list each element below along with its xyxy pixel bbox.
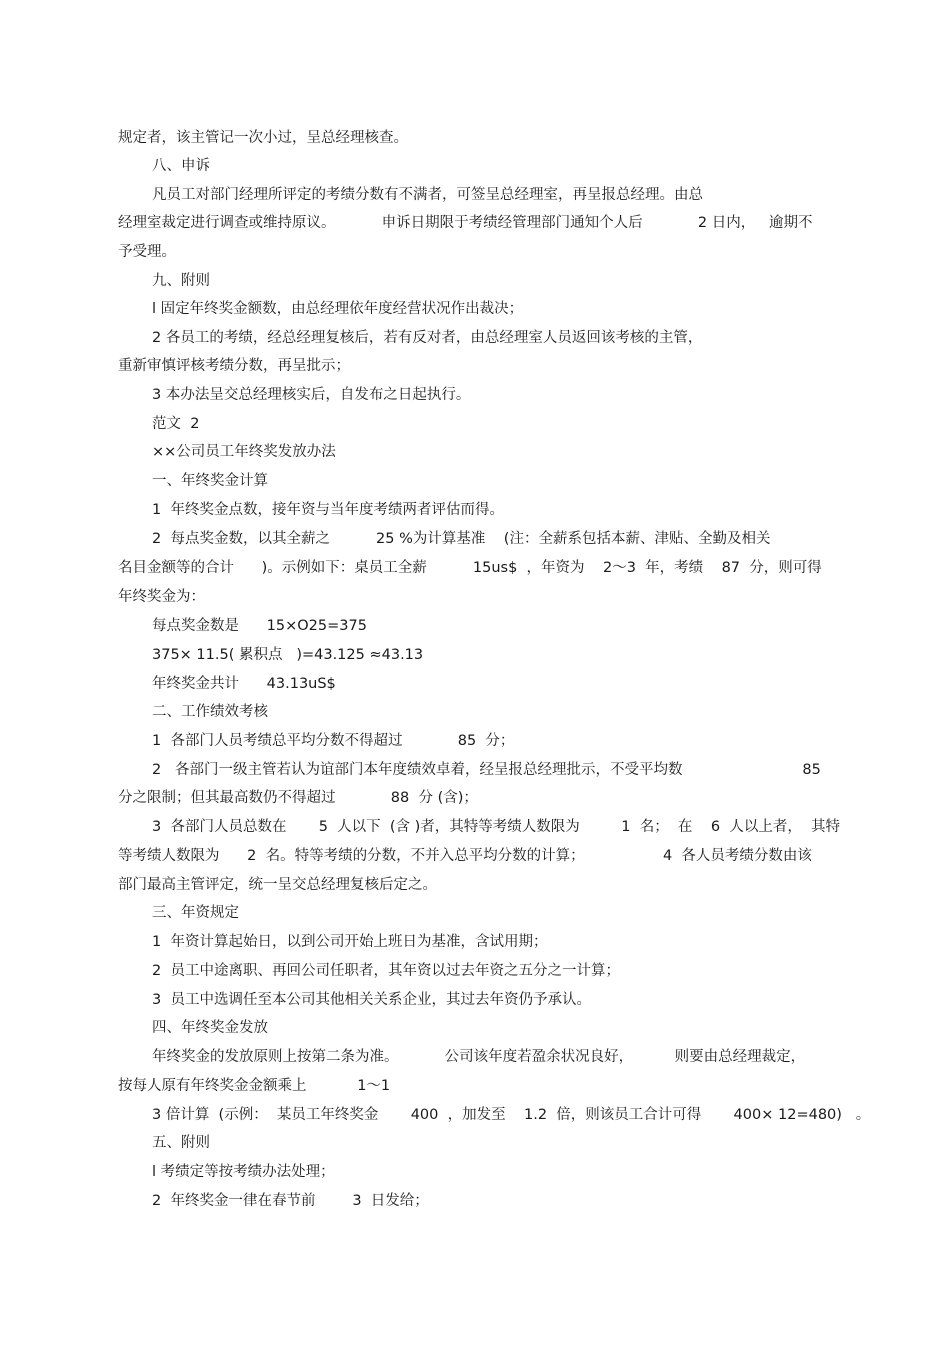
text-line: 年终奖金为： — [118, 589, 205, 605]
text-line: 3 各部门人员总数在 5 人以下 (含 )者，其特等考绩人数限为 1 名； 在 6 人以上者， 其特 — [152, 819, 841, 835]
text-line: 年终奖金的发放原则上按第二条为准。 公司该年度若盈余状况良好， 则要由总经理裁定， — [152, 1049, 806, 1065]
text-line: 1 年资计算起始日，以到公司开始上班日为基准，含试用期； — [152, 934, 548, 950]
text-line: 按每人原有年终奖金金额乘上 1～1 — [118, 1078, 391, 1094]
text-line: 部门最高主管评定，统一呈交总经理复核后定之。 — [118, 877, 437, 893]
section-heading: 四、年终奖金发放 — [152, 1020, 268, 1036]
text-line: 3 本办法呈交总经理核实后，自发布之日起执行。 — [152, 387, 471, 403]
text-line: 名目金额等的合计 )。示例如下：桌员工全薪 15us$ ，年资为 2～3 年，考绩 87 分，则可得 — [118, 560, 822, 576]
text-line: 1 年终奖金点数，接年资与当年度考绩两者评估而得。 — [152, 502, 504, 518]
text-line: l 固定年终奖金额数，由总经理依年度经营状况作出裁决； — [152, 301, 524, 317]
section-heading: 三、年资规定 — [152, 905, 239, 921]
text-line: l 考绩定等按考绩办法处理； — [152, 1164, 335, 1180]
text-line: 3 倍计算 (示例： 某员工年终奖金 400 ，加发至 1.2 倍，则该员工合计可得 400× 12=480) 。 — [152, 1107, 871, 1123]
text-line: 等考绩人数限为 2 名。特等考绩的分数，不并入总平均分数的计算； 4 各人员考绩分数由该 — [118, 848, 812, 864]
text-line: 每点奖金数是 15×O25=375 — [152, 618, 367, 634]
text-line: 规定者，该主管记一次小过，呈总经理核查。 — [118, 130, 408, 146]
section-heading: 八、申诉 — [152, 158, 210, 174]
section-heading: 一、年终奖金计算 — [152, 473, 268, 489]
text-line: 凡员工对部门经理所评定的考绩分数有不满者，可签呈总经理室，再呈报总经理。由总 — [152, 187, 703, 203]
section-heading: 二、工作绩效考核 — [152, 704, 268, 720]
text-line: 3 员工中选调任至本公司其他相关关系企业，其过去年资仍予承认。 — [152, 992, 591, 1008]
section-heading: 九、附则 — [152, 273, 210, 289]
document-title: ××公司员工年终奖发放办法 — [152, 444, 336, 460]
text-line: 2 年终奖金一律在春节前 3 日发给； — [152, 1193, 429, 1209]
section-heading: 五、附则 — [152, 1135, 210, 1151]
text-line: 重新审慎评核考绩分数，再呈批示； — [118, 358, 350, 374]
text-line: 经理室裁定进行调查或维持原议。 申诉日期限于考绩经管理部门通知个人后 2 日内， 逾期不 — [118, 215, 813, 231]
text-line: 年终奖金共计 43.13uS$ — [152, 676, 336, 692]
text-line: 分之限制；但其最高数仍不得超过 88 分 (含)； — [118, 790, 478, 806]
text-line: 2 员工中途离职、再回公司任职者，其年资以过去年资之五分之一计算； — [152, 963, 620, 979]
text-line: 2 每点奖金数，以其全薪之 25 %为计算基准 (注：全薪系包括本薪、津贴、全勤及相关 — [152, 531, 771, 547]
text-line: 2 各部门一级主管若认为谊部门本年度绩效卓着，经呈报总经理批示，不受平均数 85 — [152, 762, 821, 778]
text-line: 2 各员工的考绩，经总经理复核后，若有反对者，由总经理室人员返回该考核的主管， — [152, 330, 703, 346]
text-line: 范文 2 — [152, 416, 200, 432]
text-line: 375× 11.5( 累积点 )=43.125 ≈43.13 — [152, 647, 424, 663]
text-line: 予受理。 — [118, 244, 176, 260]
text-line: 1 各部门人员考绩总平均分数不得超过 85 分； — [152, 733, 515, 749]
